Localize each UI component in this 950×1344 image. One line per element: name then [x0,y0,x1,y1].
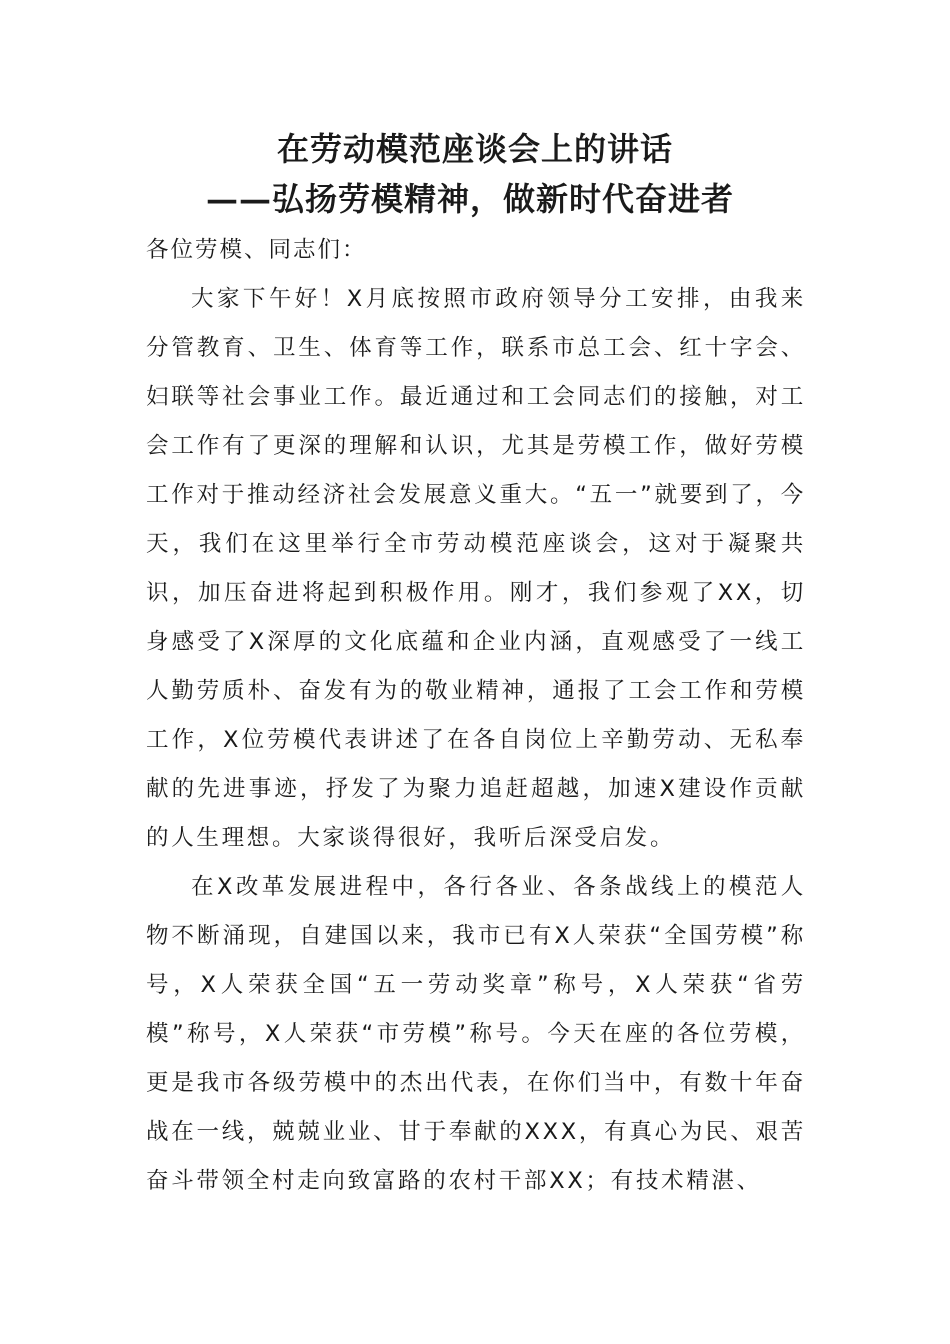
paragraph-2: 在X改革发展进程中，各行各业、各条战线上的模范人物不断涌现，自建国以来，我市已有X人荣获“全国劳模”称号，X人荣获全国“五一劳动奖章”称号，X人荣获“省劳模”称号，X人荣获“市劳模”称号。今天在座的各位劳模，更是我市各级劳模中的杰出代表，在你们当中，有数十年奋战在一线，兢兢业业、甘于奉献的XXX，有真心为民、艰苦奋斗带领全村走向致富路的农村干部XX；有技术精湛、 [146,874,806,1194]
document-subtitle: ——弘扬劳模精神，做新时代奋进者 [205,180,734,218]
document-title: 在劳动模范座谈会上的讲话 [276,130,673,168]
paragraph-1: 大家下午好！X月底按照市政府领导分工安排，由我来分管教育、卫生、体育等工作，联系市总工会、红十字会、妇联等社会事业工作。最近通过和工会同志们的接触，对工会工作有了更深的理解和认识，尤其是劳模工作，做好劳模工作对于推动经济社会发展意义重大。“五一”就要到了，今天，我们在这里举行全市劳动模范座谈会，这对于凝聚共识，加压奋进将起到积极作用。刚才，我们参观了XX，切身感受了X深厚的文化底蕴和企业内涵，直观感受了一线工人勤劳质朴、奋发有为的敬业精神，通报了工会工作和劳模工作，X位劳模代表讲述了在各自岗位上辛勤劳动、无私奉献的先进事迹，抒发了为聚力追赶超越，加速X建设作贡献的人生理想。大家谈得很好，我听后深受启发。 [146,286,806,851]
title-block [0,124,950,224]
salutation: 各位劳模、同志们： [146,237,367,263]
document-body [146,226,806,1206]
